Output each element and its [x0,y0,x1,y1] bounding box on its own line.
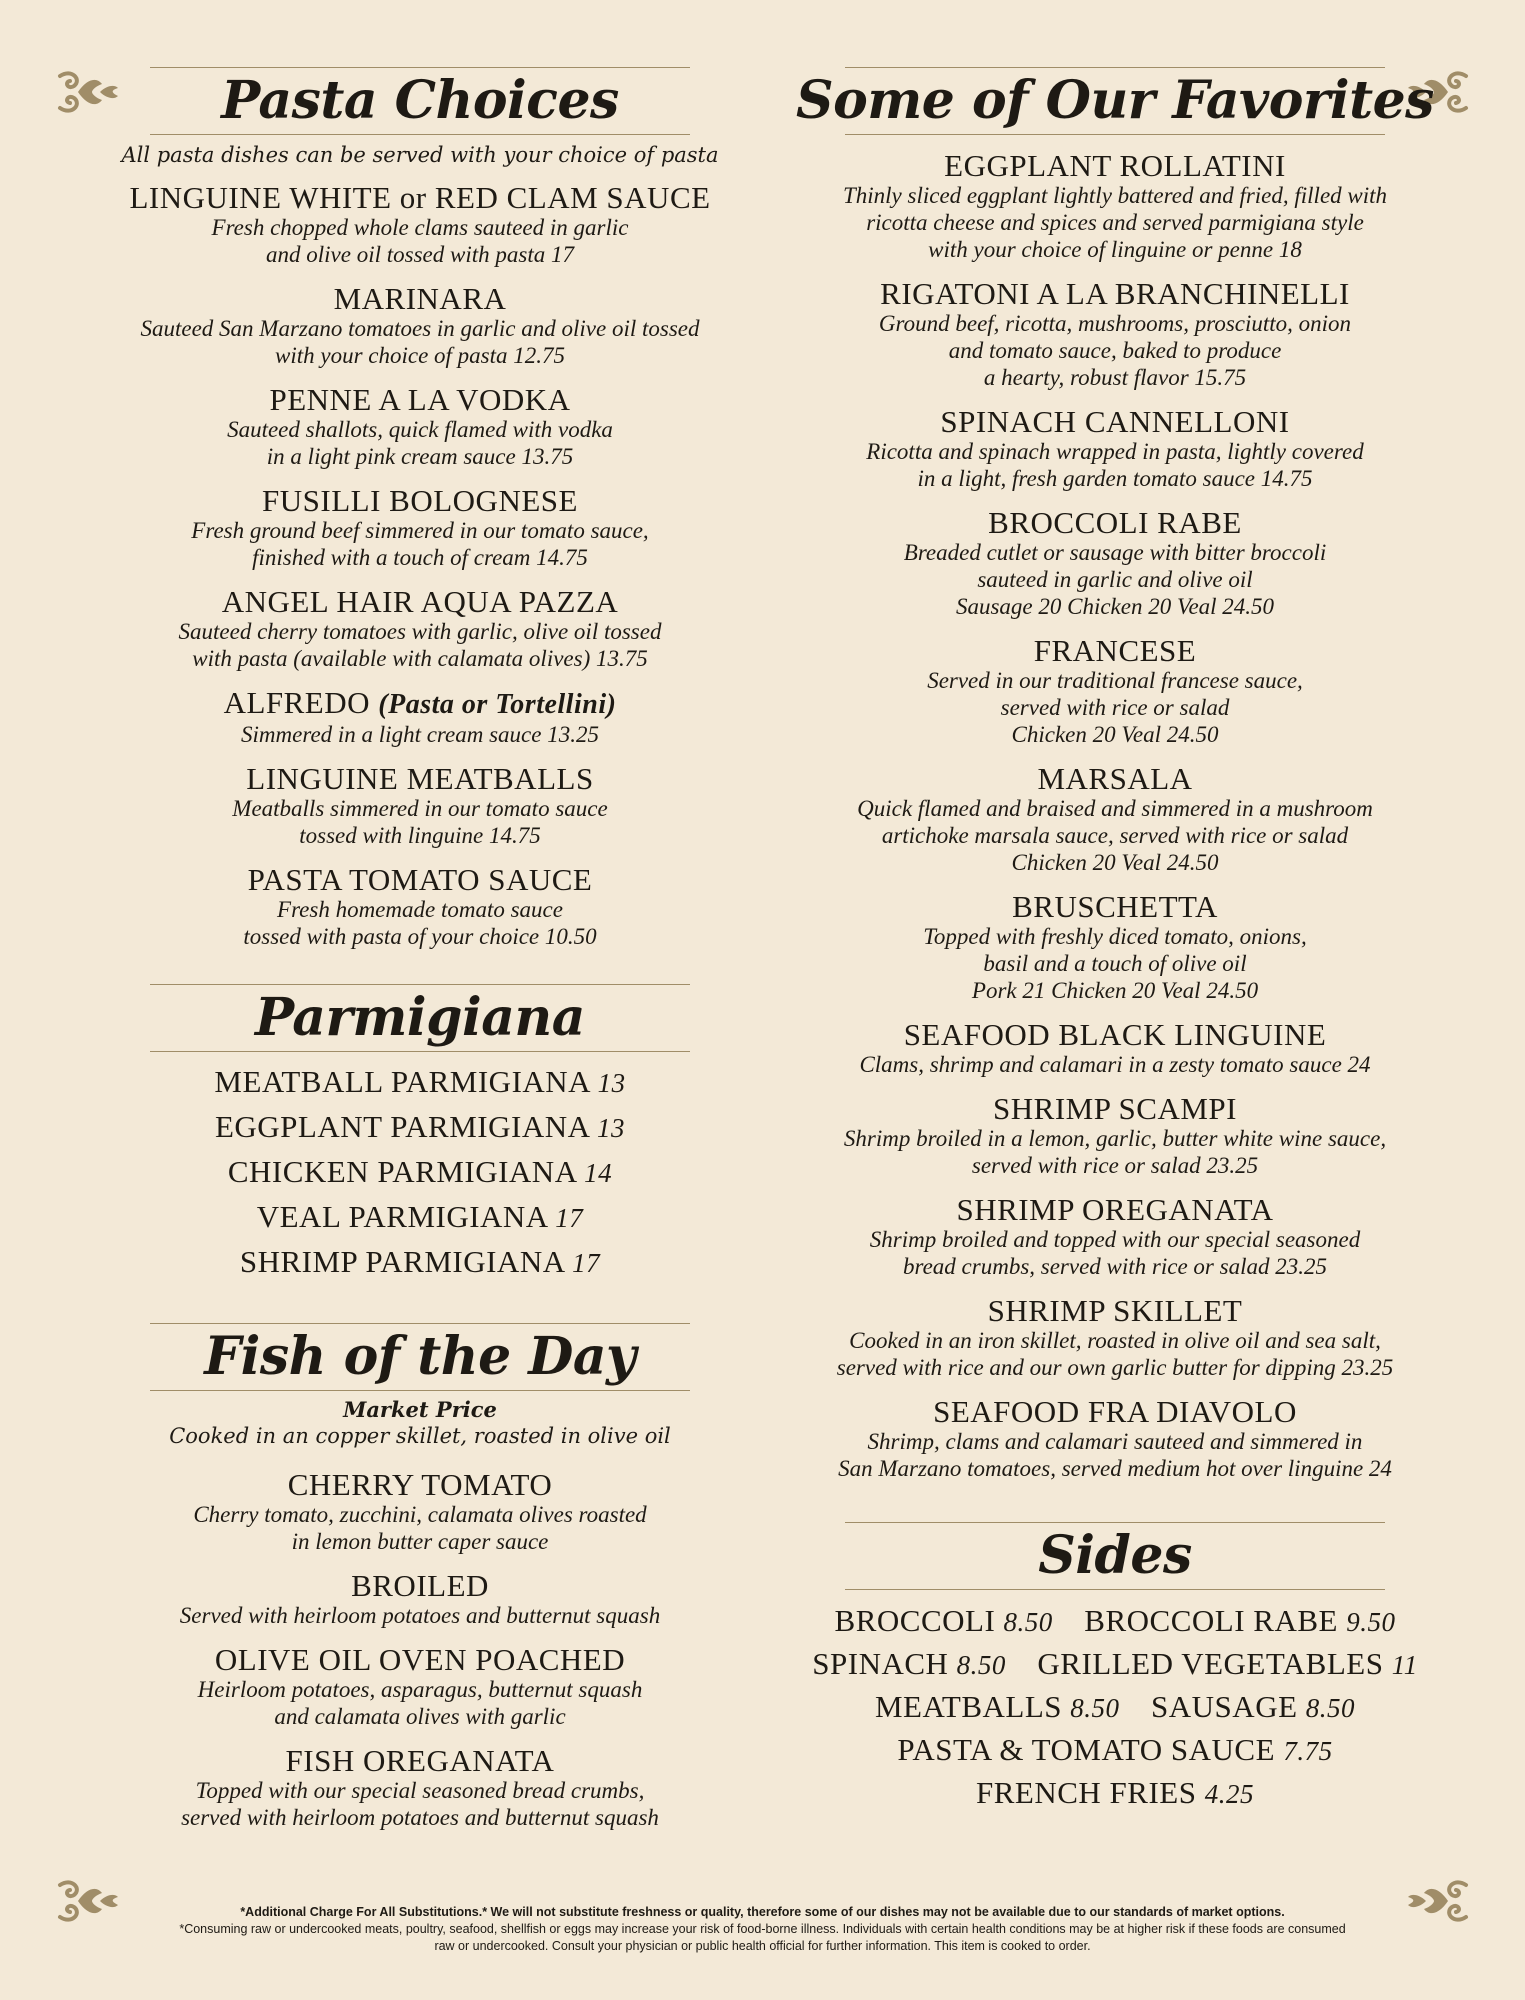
item-description: Thinly sliced eggplant lightly battered and fried, filled with ricotta cheese and spices and served parmigiana style with your choice of linguine or penne 18 [842,183,1388,262]
parmigiana-item [80,1195,760,1240]
sides-section-header [790,1522,1440,1590]
menu-item [80,1643,760,1730]
item-name-text: BROCCOLI RABE [988,505,1242,540]
side-price: 8.50 [1003,1607,1053,1637]
item-name-aside: (Pasta or Tortellini) [378,689,617,720]
item-description: Cherry tomato, zucchini, calamata olives roasted in lemon butter caper sauce [193,1502,647,1554]
item-name [790,1395,1440,1428]
divider [150,1390,690,1391]
item-description: Clams, shrimp and calamari in a zesty tomato sauce 24 [859,1052,1371,1077]
item-description: Fresh chopped whole clams sauteed in garlic and olive oil tossed with pasta 17 [211,215,629,267]
fish-note: Cooked in an copper skillet, roasted in olive oil [169,1424,671,1448]
side-name: PASTA & TOMATO SAUCE [897,1732,1276,1767]
pasta-section-header [80,67,760,135]
item-name [790,1193,1440,1226]
item-name [80,585,760,618]
menu-item [80,484,760,571]
menu-item [790,1395,1440,1482]
item-description: Served with heirloom potatoes and butternut squash [179,1603,661,1628]
sides-list [790,1600,1440,1815]
item-name-text: EGGPLANT ROLLATINI [944,148,1286,183]
side-price: 4.25 [1204,1779,1254,1809]
fish-section-header [80,1323,760,1391]
item-name [790,634,1440,667]
menu-item [790,1294,1440,1381]
item-name [790,1092,1440,1125]
item-name-text: FRANCESE [1033,633,1197,668]
menu-item [790,506,1440,620]
menu-item [80,1744,760,1831]
item-description: Fresh homemade tomato sauce tossed with pasta of your choice 10.50 [243,897,597,949]
item-name-text: MEATBALL PARMIGIANA [214,1064,590,1099]
item-description: Breaded cutlet or sausage with bitter broccoli sauteed in garlic and olive oil Sausage 20 Chicken 20 Veal 24.50 [903,540,1327,619]
side-price: 8.50 [956,1650,1006,1680]
parmigiana-section-header [80,984,760,1052]
item-description: Fresh ground beef simmered in our tomato sauce, finished with a touch of cream 14.75 [191,518,649,570]
side-name: BROCCOLI RABE [1084,1603,1338,1638]
section-title-favorites: Some of Our Favorites [796,70,1434,131]
fish-market-price: Market Price [343,1397,497,1422]
side-price: 7.75 [1283,1736,1333,1766]
item-name [80,863,760,896]
item-name-text: FUSILLI BOLOGNESE [262,483,578,518]
sides-line [790,1772,1440,1815]
section-title-sides: Sides [1038,1525,1192,1586]
fish-list [80,1468,760,1831]
item-name-text: SHRIMP OREGANATA [956,1192,1274,1227]
item-name-text: SHRIMP PARMIGIANA [239,1244,564,1279]
item-description: Ricotta and spinach wrapped in pasta, lightly covered in a light, fresh garden tomato sauce 14.75 [866,439,1364,491]
item-name-text: LINGUINE WHITE or RED CLAM SAUCE [129,180,711,215]
favorites-list [790,149,1440,1482]
footer-health-warning: *Consuming raw or undercooked meats, poultry, seafood, shellfish or eggs may increase your risk of food-borne illness. Individuals with certain health conditions may be at higher risk if these foods are consumed [179,1922,1346,1936]
parmigiana-item [80,1105,760,1150]
parmigiana-item [80,1150,760,1195]
side-name: SAUSAGE [1151,1689,1298,1724]
footer-substitution-note: *Additional Charge For All Substitutions.* We will not substitute freshness or quality, therefore some of our dishes may not be available due to our standards of market options. [240,1905,1285,1919]
side-price: 9.50 [1346,1607,1396,1637]
item-description: Sauteed San Marzano tomatoes in garlic and olive oil tossed with your choice of pasta 12.75 [140,316,700,368]
menu-item [80,585,760,672]
menu-item [80,863,760,950]
left-column [80,0,760,1831]
item-name-text: CHICKEN PARMIGIANA [227,1154,576,1189]
item-name-text: PENNE A LA VODKA [269,382,571,417]
menu-item [790,1018,1440,1078]
item-name-text: SHRIMP SCAMPI [993,1091,1237,1126]
item-name-text: SHRIMP SKILLET [987,1293,1243,1328]
section-title-parmigiana: Parmigiana [255,987,585,1048]
item-description: Quick flamed and braised and simmered in a mushroom artichoke marsala sauce, served with rice or salad Chicken 20 Veal 24.50 [857,796,1373,875]
side-name: MEATBALLS [874,1689,1063,1724]
parmigiana-item [80,1060,760,1105]
item-name [790,762,1440,795]
item-name-text: SEAFOOD FRA DIAVOLO [933,1394,1297,1429]
item-name-text: CHERRY TOMATO [287,1467,553,1502]
menu-item [80,1468,760,1555]
item-name-text: BROILED [351,1568,489,1603]
item-description: Simmered in a light cream sauce 13.25 [241,722,599,747]
menu-item [80,686,760,748]
item-price: 14 [584,1158,613,1188]
item-price: 17 [572,1248,601,1278]
item-name [80,1643,760,1676]
item-name [80,762,760,795]
divider [150,67,690,68]
side-name: BROCCOLI [834,1603,996,1638]
menu-item [790,277,1440,391]
sides-line [790,1729,1440,1772]
menu-item [790,762,1440,876]
item-description: Heirloom potatoes, asparagus, butternut squash and calamata olives with garlic [197,1677,643,1729]
item-description: Ground beef, ricotta, mushrooms, prosciutto, onion and tomato sauce, baked to produce a hearty, robust flavor 15.75 [878,311,1352,390]
item-name-text: OLIVE OIL OVEN POACHED [214,1642,626,1677]
divider [150,134,690,135]
item-price: 13 [597,1113,626,1143]
side-name: SPINACH [812,1646,949,1681]
item-description: Shrimp broiled in a lemon, garlic, butter white wine sauce, served with rice or salad 23.25 [843,1126,1387,1178]
menu-item [790,890,1440,1004]
item-description: Topped with our special seasoned bread crumbs, served with heirloom potatoes and butternut squash [181,1778,659,1830]
menu-item [790,149,1440,263]
divider [150,1051,690,1052]
item-name [790,890,1440,923]
item-name [790,506,1440,539]
sides-line [790,1643,1440,1686]
menu-item [80,383,760,470]
right-column [790,0,1440,1815]
item-name [80,1468,760,1501]
item-description: Shrimp broiled and topped with our special seasoned bread crumbs, served with rice or salad 23.25 [869,1227,1361,1279]
item-name [80,1569,760,1602]
side-name: FRENCH FRIES [976,1775,1197,1810]
item-description: Topped with freshly diced tomato, onions, basil and a touch of olive oil Pork 21 Chicken 20 Veal 24.50 [923,924,1307,1003]
item-name-text: RIGATONI A LA BRANCHINELLI [880,276,1350,311]
item-price: 17 [555,1203,584,1233]
item-name-text: SPINACH CANNELLONI [940,404,1290,439]
item-name [790,1294,1440,1327]
divider [845,1522,1385,1523]
menu-item [80,181,760,268]
item-name [80,686,760,721]
item-name [80,181,760,214]
section-title-pasta: Pasta Choices [221,70,619,131]
footer-health-warning-cont: raw or undercooked. Consult your physician or public health official for further information. This item is cooked to order. [434,1939,1091,1953]
item-description: Meatballs simmered in our tomato sauce tossed with linguine 14.75 [232,796,608,848]
side-name: GRILLED VEGETABLES [1037,1646,1384,1681]
menu-item [80,1569,760,1629]
menu-item [790,405,1440,492]
parmigiana-list [80,1060,760,1285]
item-description: Served in our traditional francese sauce, served with rice or salad Chicken 20 Veal 24.50 [927,668,1303,747]
pasta-list [80,181,760,950]
item-name-text: MARINARA [333,281,507,316]
item-name [790,405,1440,438]
section-title-fish: Fish of the Day [204,1326,636,1387]
parmigiana-item [80,1240,760,1285]
sides-line [790,1600,1440,1643]
menu-item [790,1193,1440,1280]
item-name-text: ALFREDO [223,685,371,720]
item-name-text: MARSALA [1037,761,1193,796]
item-name [790,277,1440,310]
item-name [790,1018,1440,1051]
item-description: Cooked in an iron skillet, roasted in olive oil and sea salt, served with rice and our own garlic butter for dipping 23.25 [836,1328,1394,1380]
menu-item [80,762,760,849]
divider [150,1323,690,1324]
item-name-text: SEAFOOD BLACK LINGUINE [903,1017,1327,1052]
footer-disclaimer [0,1904,1525,1955]
item-name-text: LINGUINE MEATBALLS [246,761,594,796]
pasta-note: All pasta dishes can be served with your choice of pasta [121,143,719,167]
divider [845,67,1385,68]
item-price: 13 [597,1068,626,1098]
side-price: 11 [1391,1650,1418,1680]
item-name-text: PASTA TOMATO SAUCE [247,862,593,897]
item-name [790,149,1440,182]
item-name [80,1744,760,1777]
item-name-text: EGGPLANT PARMIGIANA [214,1109,589,1144]
favorites-section-header [790,67,1440,135]
menu-item [790,634,1440,748]
item-name-text: ANGEL HAIR AQUA PAZZA [221,584,619,619]
sides-line [790,1686,1440,1729]
item-description: Sauteed shallots, quick flamed with vodka in a light pink cream sauce 13.75 [227,417,613,469]
divider [845,134,1385,135]
item-name-text: BRUSCHETTA [1012,889,1218,924]
item-name-text: VEAL PARMIGIANA [256,1199,547,1234]
divider [845,1589,1385,1590]
side-price: 8.50 [1305,1693,1356,1723]
side-price: 8.50 [1070,1693,1120,1723]
menu-item [80,282,760,369]
item-name [80,282,760,315]
item-description: Sauteed cherry tomatoes with garlic, olive oil tossed with pasta (available with calamata olives) 13.75 [178,619,662,671]
item-name [80,383,760,416]
item-name [80,484,760,517]
item-description: Shrimp, clams and calamari sauteed and simmered in San Marzano tomatoes, served medium hot over linguine 24 [838,1429,1392,1481]
divider [150,984,690,985]
menu-item [790,1092,1440,1179]
item-name-text: FISH OREGANATA [285,1743,555,1778]
